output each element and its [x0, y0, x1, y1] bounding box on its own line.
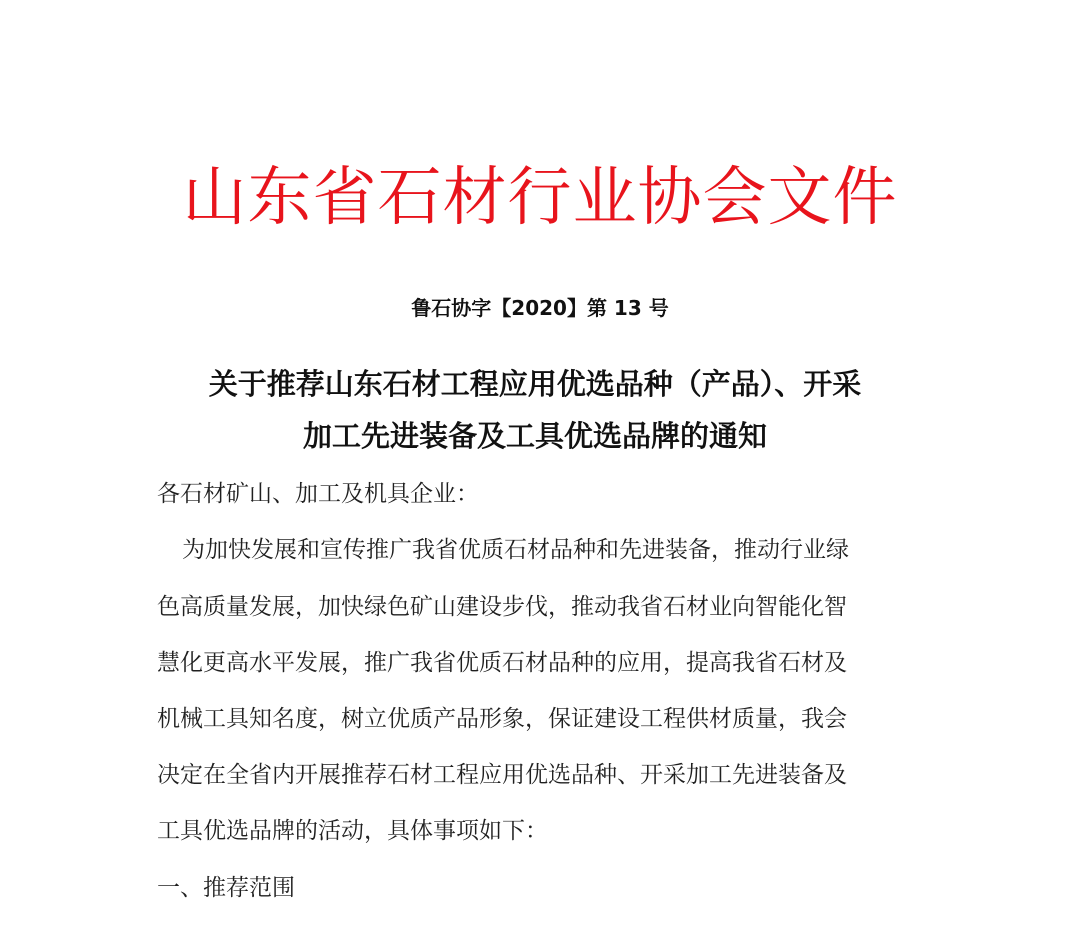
paragraph-line: 色高质量发展，加快绿色矿山建设步伐，推动我省石材业向智能化智 [157, 594, 847, 620]
notice-title-line-1: 关于推荐山东石材工程应用优选品种（产品）、开采 [208, 367, 862, 401]
paragraph-line: 工具优选品牌的活动，具体事项如下： [157, 818, 548, 844]
section-heading: 一、推荐范围 [157, 875, 295, 901]
salutation: 各石材矿山、加工及机具企业： [157, 481, 479, 507]
document-number: 鲁石协字【2020】第 13 号 [411, 296, 669, 320]
paragraph-line: 慧化更高水平发展，推广我省优质石材品种的应用，提高我省石材及 [157, 650, 847, 676]
paragraph-line: 为加快发展和宣传推广我省优质石材品种和先进装备，推动行业绿 [182, 537, 849, 563]
notice-title [130, 358, 940, 462]
notice-title-line-2: 加工先进装备及工具优选品牌的通知 [302, 419, 767, 453]
paragraph-line: 决定在全省内开展推荐石材工程应用优选品种、开采加工先进装备及 [157, 762, 847, 788]
masthead-title: 山东省石材行业协会文件 [182, 161, 898, 235]
paragraph-line: 机械工具知名度，树立优质产品形象，保证建设工程供材质量，我会 [157, 706, 847, 732]
